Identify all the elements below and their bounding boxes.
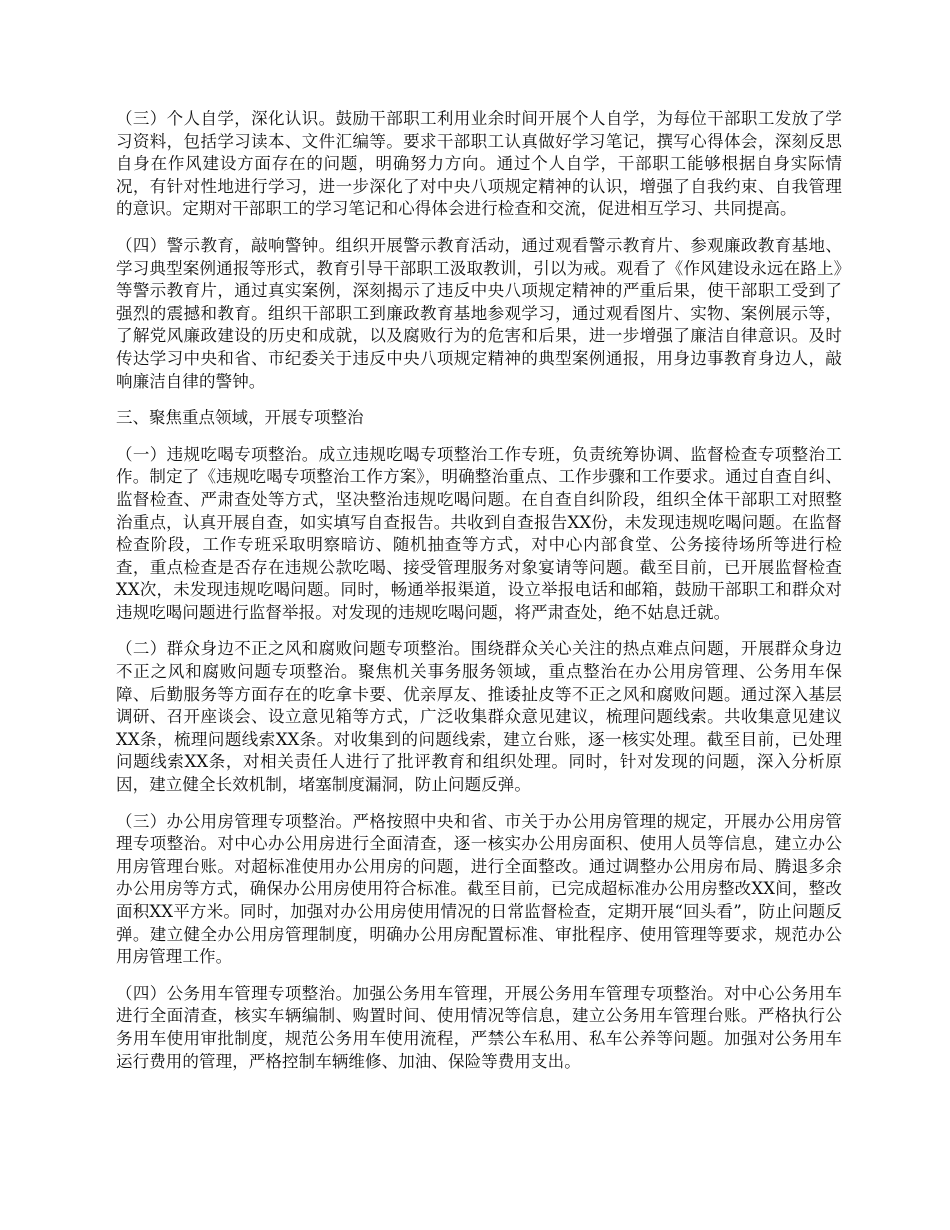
paragraph-official-vehicles: （四）公务用车管理专项整治。加强公务用车管理，开展公务用车管理专项整治。对中心公务用车进行全面清查，核实车辆编制、购置时间、使用情况等信息，建立公务用车管理台账。严格执行公务用车使用审批制度，规范公务用车使用流程，严禁公车私用、私车公养等问题。加强对公务用车运行费用的管理，严格控制车辆维修、加油、保险等费用支出。 [116, 983, 842, 1071]
paragraph-warning-education: （四）警示教育，敲响警钟。组织开展警示教育活动，通过观看警示教育片、参观廉政教育基地、学习典型案例通报等形式，教育引导干部职工汲取教训，引以为戒。观看了《作风建设永远在路上》等警示教育片，通过真实案例，深刻揭示了违反中央八项规定精神的严重后果，使干部职工受到了强烈的震撼和教育。组织干部职工到廉政教育基地参观学习，通过观看图片、实物、案例展示等，了解党风廉政建设的历史和成就，以及腐败行为的危害和后果，进一步增强了廉洁自律意识。及时传达学习中央和省、市纪委关于违反中央八项规定精神的典型案例通报，用身边事教育身边人，敲响廉洁自律的警钟。 [116, 235, 842, 391]
paragraph-office-space: （三）办公用房管理专项整治。严格按照中央和省、市关于办公用房管理的规定，开展办公用房管理专项整治。对中心办公用房进行全面清查，逐一核实办公用房面积、使用人员等信息，建立办公用房管理台账。对超标准使用办公用房的问题，进行全面整改。通过调整办公用房布局、腾退多余办公用房等方式，确保办公用房使用符合标准。截至目前，已完成超标准办公用房整改XX间，整改面积XX平方米。同时，加强对办公用房使用情况的日常监督检查，定期开展“回头看”，防止问题反弹。建立健全办公用房管理制度，明确办公用房配置标准、审批程序、使用管理等要求，规范办公用房管理工作。 [116, 811, 842, 967]
paragraph-dining-rectification: （一）违规吃喝专项整治。成立违规吃喝专项整治工作专班，负责统筹协调、监督检查专项整治工作。制定了《违规吃喝专项整治工作方案》，明确整治重点、工作步骤和工作要求。通过自查自纠、监督检查、严肃查处等方式，坚决整治违规吃喝问题。在自查自纠阶段，组织全体干部职工对照整治重点，认真开展自查，如实填写自查报告。共收到自查报告XX份，未发现违规吃喝问题。在监督检查阶段，工作专班采取明察暗访、随机抽查等方式，对中心内部食堂、公务接待场所等进行检查，重点检查是否存在违规公款吃喝、接受管理服务对象宴请等问题。截至目前，已开展监督检查XX次，未发现违规吃喝问题。同时，畅通举报渠道，设立举报电话和邮箱，鼓励干部职工和群众对违规吃喝问题进行监督举报。对发现的违规吃喝问题，将严肃查处，绝不姑息迁就。 [116, 444, 842, 622]
paragraph-personal-study: （三）个人自学，深化认识。鼓励干部职工利用业余时间开展个人自学，为每位干部职工发放了学习资料，包括学习读本、文件汇编等。要求干部职工认真做好学习笔记，撰写心得体会，深刻反思自身在作风建设方面存在的问题，明确努力方向。通过个人自学，干部职工能够根据自身实际情况，有针对性地进行学习，进一步深化了对中央八项规定精神的认识，增强了自我约束、自我管理的意识。定期对干部职工的学习笔记和心得体会进行检查和交流，促进相互学习、共同提高。 [116, 109, 842, 219]
document-body [116, 108, 842, 1087]
section-heading: 三、聚焦重点领域，开展专项整治 [116, 408, 364, 428]
paragraph-grassroots-corruption: （二）群众身边不正之风和腐败问题专项整治。围绕群众关心关注的热点难点问题，开展群众身边不正之风和腐败问题专项整治。聚焦机关事务服务领域，重点整治在办公用房管理、公务用车保障、后勤服务等方面存在的吃拿卡要、优亲厚友、推诿扯皮等不正之风和腐败问题。通过深入基层调研、召开座谈会、设立意见箱等方式，广泛收集群众意见建议，梳理问题线索。共收集意见建议XX条，梳理问题线索XX条。对收集到的问题线索，建立台账，逐一核实处理。截至目前，已处理问题线索XX条，对相关责任人进行了批评教育和组织处理。同时，针对发现的问题，深入分析原因，建立健全长效机制，堵塞制度漏洞，防止问题反弹。 [116, 639, 842, 795]
